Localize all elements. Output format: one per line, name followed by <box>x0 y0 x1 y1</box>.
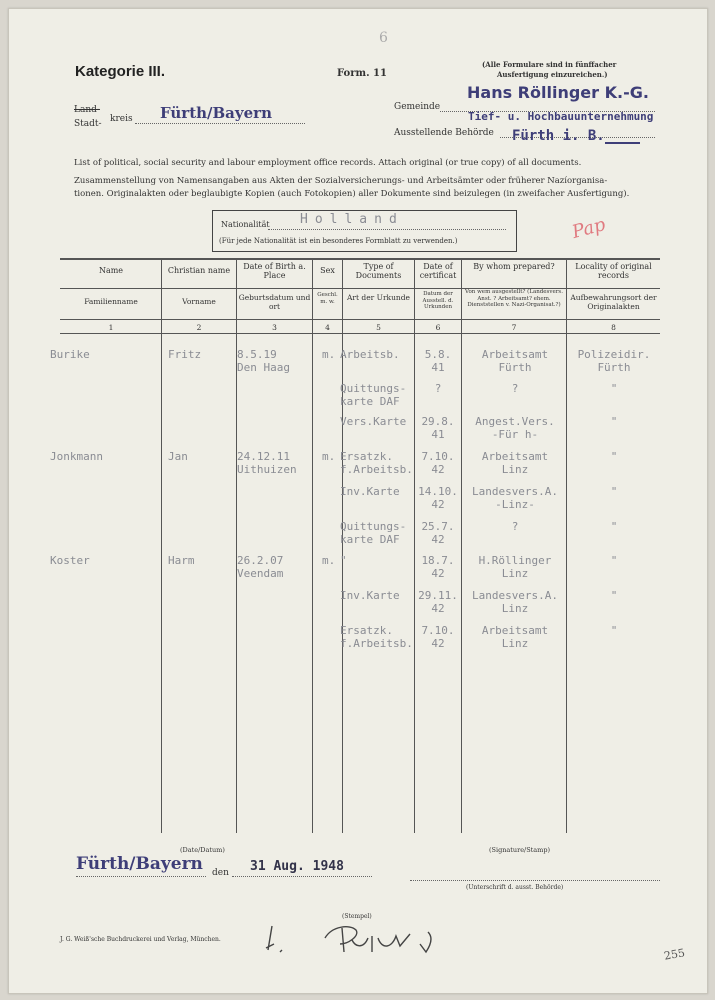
col-number-1: 1 <box>108 323 114 332</box>
col-divider-3 <box>312 258 313 833</box>
cell-date-line2: 42 <box>431 567 445 580</box>
nationality-line <box>268 229 506 230</box>
cell-date-line2: 42 <box>431 463 445 476</box>
cell-date: 7.10. <box>421 624 455 637</box>
header-geburtsdatum: Geburtsdatum und ort <box>238 293 311 311</box>
place-line <box>76 876 206 877</box>
table-numbers-bottom-rule <box>60 333 660 334</box>
col-divider-2 <box>236 258 237 833</box>
cell-vorname: Jan <box>168 450 188 463</box>
cell-loc: " <box>610 589 618 602</box>
cell-by: Landesvers.A. <box>471 589 559 602</box>
cell-by-line2: -Linz- <box>495 498 535 511</box>
col-divider-7 <box>566 258 567 833</box>
copies-note-1: (Alle Formulare sind in fünffacher <box>482 60 617 69</box>
col-number-7: 7 <box>511 323 517 332</box>
cell-birth-line2: Veendam <box>237 567 284 580</box>
red-annotation: Pap <box>569 214 608 243</box>
header-familienname: Familienname <box>84 297 138 306</box>
handwritten-signature <box>260 918 440 958</box>
cell-by-line2: Linz <box>501 602 529 615</box>
nationality-note: (Für jede Nationalität ist ein besonderes Formblatt zu verwenden.) <box>219 237 458 245</box>
cell-by-line2: -Für h- <box>491 428 539 441</box>
cell-loc: " <box>610 520 618 533</box>
company-stamp-line3: Fürth i. B. <box>512 128 605 144</box>
header-von-wem: Von wem ausgestellt? (Landesvers. Anst. ? Arbeitsamt? ehem. Dienststellen v. Nazi-Organisat.?) <box>465 289 563 308</box>
table-header-divider <box>60 288 660 289</box>
col-number-6: 6 <box>435 323 441 332</box>
cell-date: 14.10. <box>418 485 458 498</box>
den-label: den <box>212 868 229 878</box>
col-number-8: 8 <box>611 323 616 332</box>
header-name: Name <box>98 266 124 275</box>
cell-by: Angest.Vers. <box>475 415 555 428</box>
date-stamp: 31 Aug. 1948 <box>250 859 344 874</box>
cell-doc: Quittungs- <box>340 520 407 533</box>
page-mark: 6 <box>379 30 388 46</box>
header-type-of-documents: Type of Documents <box>355 262 402 280</box>
page-number: 255 <box>663 946 686 963</box>
cell-by: Landesvers.A. <box>471 485 559 498</box>
cell-loc-line2: Fürth <box>597 361 631 374</box>
cell-by: ? <box>511 382 519 395</box>
cell-birth-line2: Uithuizen <box>237 463 297 476</box>
kreis-line <box>135 123 305 124</box>
header-date-of-certificat: Date of certificat <box>419 262 457 280</box>
col-number-4: 4 <box>325 323 330 332</box>
header-sex: Sex <box>320 266 335 275</box>
cell-doc: Vers.Karte <box>340 415 407 428</box>
cell-date-line2: 41 <box>431 428 445 441</box>
copies-note-2: Ausfertigung einzureichen.) <box>497 70 608 79</box>
cell-vorname: Harm <box>168 554 195 567</box>
signature-label: (Signature/Stamp) <box>489 846 551 854</box>
cell-name: Burike <box>50 348 90 361</box>
printer-imprint: J. G. Weiß'sche Buchdruckerei und Verlag, München. <box>60 936 221 943</box>
col-number-5: 5 <box>376 323 381 332</box>
cell-date-line2: 42 <box>431 637 445 650</box>
cell-sex: m. <box>322 554 336 567</box>
table-numbers-top-rule <box>60 319 660 320</box>
cell-name: Koster <box>50 554 90 567</box>
gemeinde-label: Gemeinde <box>394 102 441 112</box>
col-divider-6 <box>461 258 462 833</box>
form-page <box>8 8 708 994</box>
header-aufbewahrungsort: Aufbewahrungsort der Originalakten <box>570 293 657 311</box>
company-stamp-line1: Hans Röllinger K.-G. <box>467 83 649 102</box>
cell-date: 18.7. <box>421 554 455 567</box>
date-line <box>232 876 372 877</box>
kategorie-title: Kategorie III. <box>75 63 166 80</box>
cell-date: 29.11. <box>418 589 458 602</box>
place-stamp: Fürth/Bayern <box>76 854 203 874</box>
cell-date-line2: 42 <box>431 498 445 511</box>
cell-loc: " <box>610 624 618 637</box>
cell-date: 25.7. <box>421 520 455 533</box>
unterschrift-label: (Unterschrift d. ausst. Behörde) <box>466 884 564 891</box>
instructions-english: List of political, social security and labour employment office records. Attach original (or true copy) of all documents. <box>74 158 582 168</box>
cell-loc: " <box>610 450 618 463</box>
instructions-german-1: Zusammenstellung von Namensangaben aus Akten der Sozialversicherungs- und Arbeitsämter oder früherer Nazíorganisa- <box>74 176 608 186</box>
cell-doc-line2: karte DAF <box>340 395 400 408</box>
col-number-3: 3 <box>272 323 277 332</box>
cell-by: Arbeitsamt <box>481 348 549 361</box>
cell-name: Jonkmann <box>50 450 103 463</box>
behoerde-label: Ausstellende Behörde <box>394 128 494 138</box>
signature-line <box>410 880 660 881</box>
cell-loc: " <box>610 382 618 395</box>
cell-by: ? <box>511 520 519 533</box>
cell-sex: m. <box>322 450 336 463</box>
header-art-der-urkunde: Art der Urkunde <box>347 293 410 302</box>
cell-doc: Ersatzk. <box>340 450 393 463</box>
cell-by-line2: Linz <box>501 463 529 476</box>
header-vorname: Vorname <box>182 297 216 306</box>
cell-birth: 24.12.11 <box>237 450 290 463</box>
cell-by-line2: Linz <box>501 637 529 650</box>
cell-birth: 26.2.07 <box>237 554 284 567</box>
kreis-stamp: Fürth/Bayern <box>160 104 272 122</box>
cell-date: 7.10. <box>421 450 455 463</box>
instructions-german-2: tionen. Originalakten oder beglaubigte Kopien (auch Fotokopien) aller Dokumente sind beizulegen (in zweifacher Ausfertigung). <box>74 189 630 199</box>
cell-vorname: Fritz <box>168 348 202 361</box>
nationality-value: Holland <box>300 212 404 227</box>
cell-loc: " <box>610 554 618 567</box>
cell-doc-line2: f.Arbeitsb. <box>340 637 413 650</box>
nationality-label: Nationalität <box>221 220 270 229</box>
header-christian-name: Christian name <box>167 266 231 275</box>
cell-sex: m. <box>322 348 336 361</box>
cell-date-line2: 42 <box>431 602 445 615</box>
stempel-label: (Stempel) <box>342 913 372 920</box>
cell-by-line2: Fürth <box>498 361 532 374</box>
header-datum-ausstellung: Datum der Ausstell. d. Urkunden <box>422 291 454 310</box>
date-label: (Date/Datum) <box>180 846 225 854</box>
header-date-of-birth: Date of Birth a. Place <box>243 262 306 280</box>
cell-doc: Ersatzk. <box>340 624 393 637</box>
cell-date: ? <box>434 382 442 395</box>
cell-by: Arbeitsamt <box>481 624 549 637</box>
cell-doc: Quittungs- <box>340 382 407 395</box>
form-number: Form. 11 <box>337 68 387 79</box>
cell-doc: Arbeitsb. <box>340 348 400 361</box>
stadt-label: Stadt- <box>74 119 102 129</box>
cell-doc: " <box>340 554 347 567</box>
cell-date-line2: 42 <box>431 533 445 546</box>
header-locality: Locality of original records <box>575 262 652 280</box>
cell-by-line2: Linz <box>501 567 529 580</box>
cell-birth: 8.5.19 <box>237 348 277 361</box>
cell-doc-line2: f.Arbeitsb. <box>340 463 413 476</box>
cell-date: 29.8. <box>421 415 455 428</box>
header-by-whom: By whom prepared? <box>473 262 555 271</box>
cell-date: 5.8. <box>424 348 452 361</box>
col-number-2: 2 <box>196 323 202 332</box>
stamp-dash <box>605 142 640 144</box>
land-label: Land- <box>74 105 100 115</box>
cell-loc: " <box>610 415 618 428</box>
col-divider-1 <box>161 258 162 833</box>
cell-doc: Inv.Karte <box>340 589 400 602</box>
cell-by: Arbeitsamt <box>481 450 549 463</box>
cell-birth-line2: Den Haag <box>237 361 290 374</box>
cell-by: H.Röllinger <box>478 554 552 567</box>
header-geschlecht: Geschl. m. w. <box>317 292 338 305</box>
cell-doc-line2: karte DAF <box>340 533 400 546</box>
table-top-rule <box>60 258 660 260</box>
kreis-label: kreis <box>110 114 133 124</box>
cell-loc: Polizeidir. <box>577 348 651 361</box>
cell-date-line2: 41 <box>431 361 445 374</box>
company-stamp-line2: Tief- u. Hochbauunternehmung <box>468 110 654 123</box>
cell-loc: " <box>610 485 618 498</box>
cell-doc: Inv.Karte <box>340 485 400 498</box>
